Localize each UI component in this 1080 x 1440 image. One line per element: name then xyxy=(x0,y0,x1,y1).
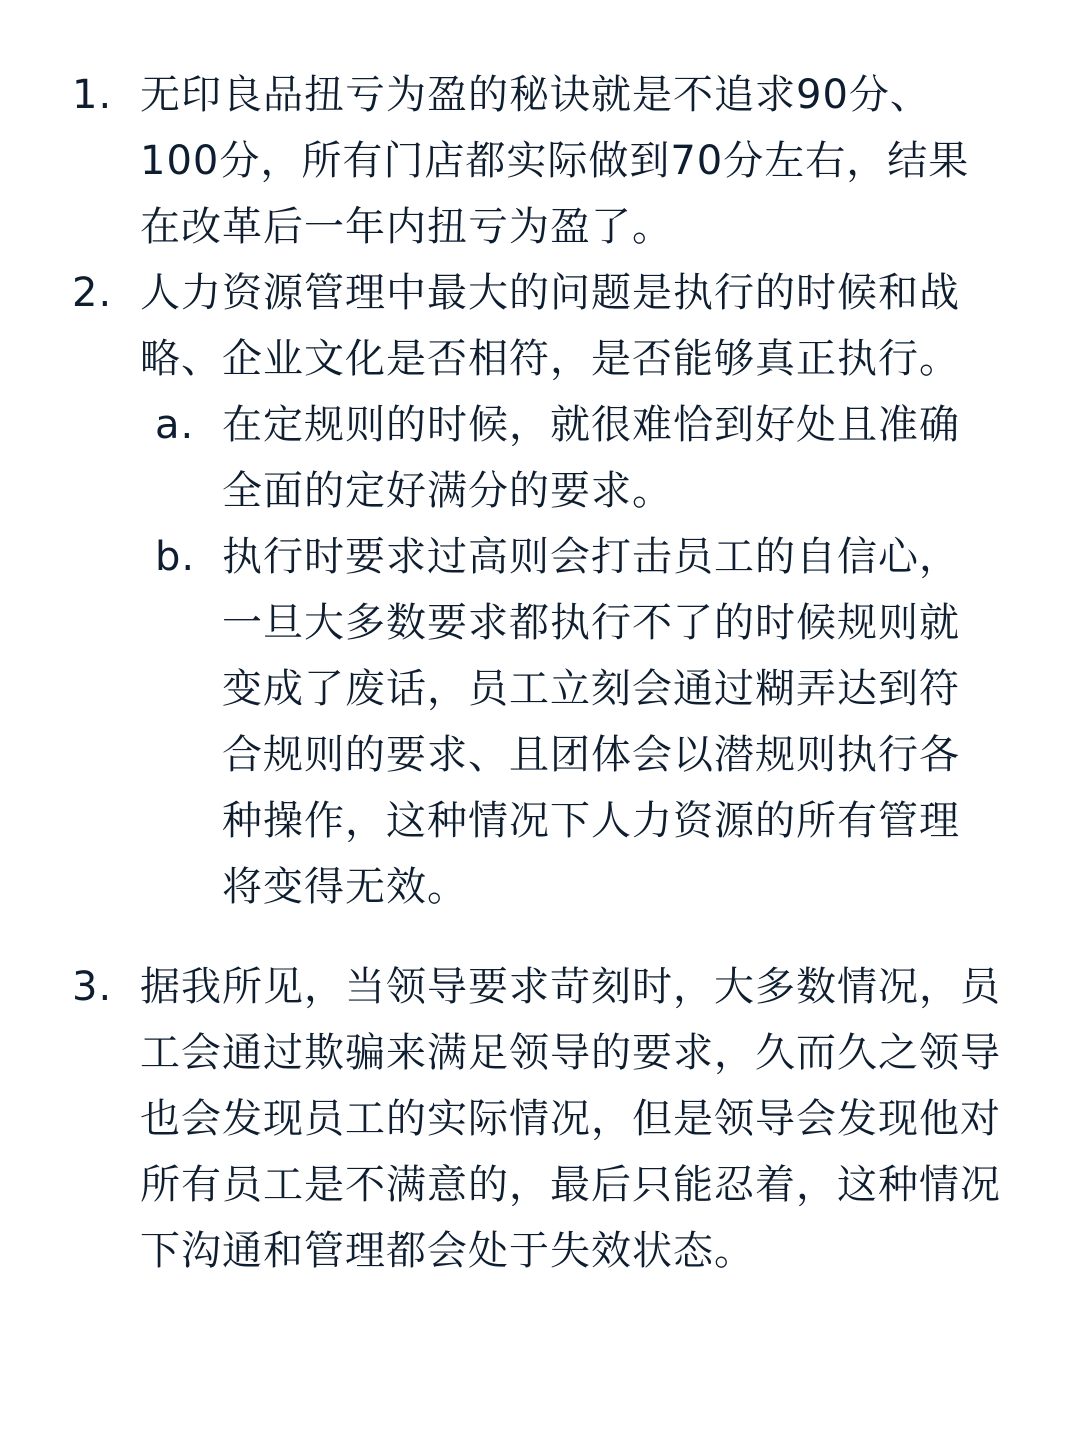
list-item-text: 无印良品扭亏为盈的秘诀就是不追求90分、100分，所有门店都实际做到70分左右，结果在改革后一年内扭亏为盈了。 xyxy=(140,72,970,250)
clipped-previous-line xyxy=(70,0,1030,16)
numbered-list xyxy=(0,62,1080,1284)
clipped-text-strip xyxy=(70,0,1030,16)
list-item-text: 据我所见，当领导要求苛刻时，大多数情况，员工会通过欺骗来满足领导的要求，久而久之领导也会发现员工的实际情况，但是领导会发现他对所有员工是不满意的，最后只能忍着，这种情况下沟通和管理都会处于失效状态。 xyxy=(140,964,1001,1274)
sub-list-item-text: 在定规则的时候，就很难恰到好处且准确全面的定好满分的要求。 xyxy=(222,402,960,514)
sub-list-item-text: 执行时要求过高则会打击员工的自信心，一旦大多数要求都执行不了的时候规则就变成了废话，员工立刻会通过糊弄达到符合规则的要求、且团体会以潜规则执行各种操作，这种情况下人力资源的所有管理将变得无效。 xyxy=(222,534,960,910)
sub-list-item-a xyxy=(0,392,1080,524)
list-marker: 3. xyxy=(72,964,113,1010)
list-marker: 2. xyxy=(72,270,113,316)
list-item-1 xyxy=(0,62,1080,260)
sub-list-item-b xyxy=(0,524,1080,920)
sub-list-marker: b. xyxy=(155,534,196,580)
list-marker: 1. xyxy=(72,72,113,118)
list-item-text: 人力资源管理中最大的问题是执行的时候和战略、企业文化是否相符，是否能够真正执行。 xyxy=(140,270,960,382)
sub-list-marker: a. xyxy=(155,402,195,448)
list-item-3 xyxy=(0,954,1080,1284)
list-item-2 xyxy=(0,260,1080,392)
paragraph-gap xyxy=(0,920,1080,954)
